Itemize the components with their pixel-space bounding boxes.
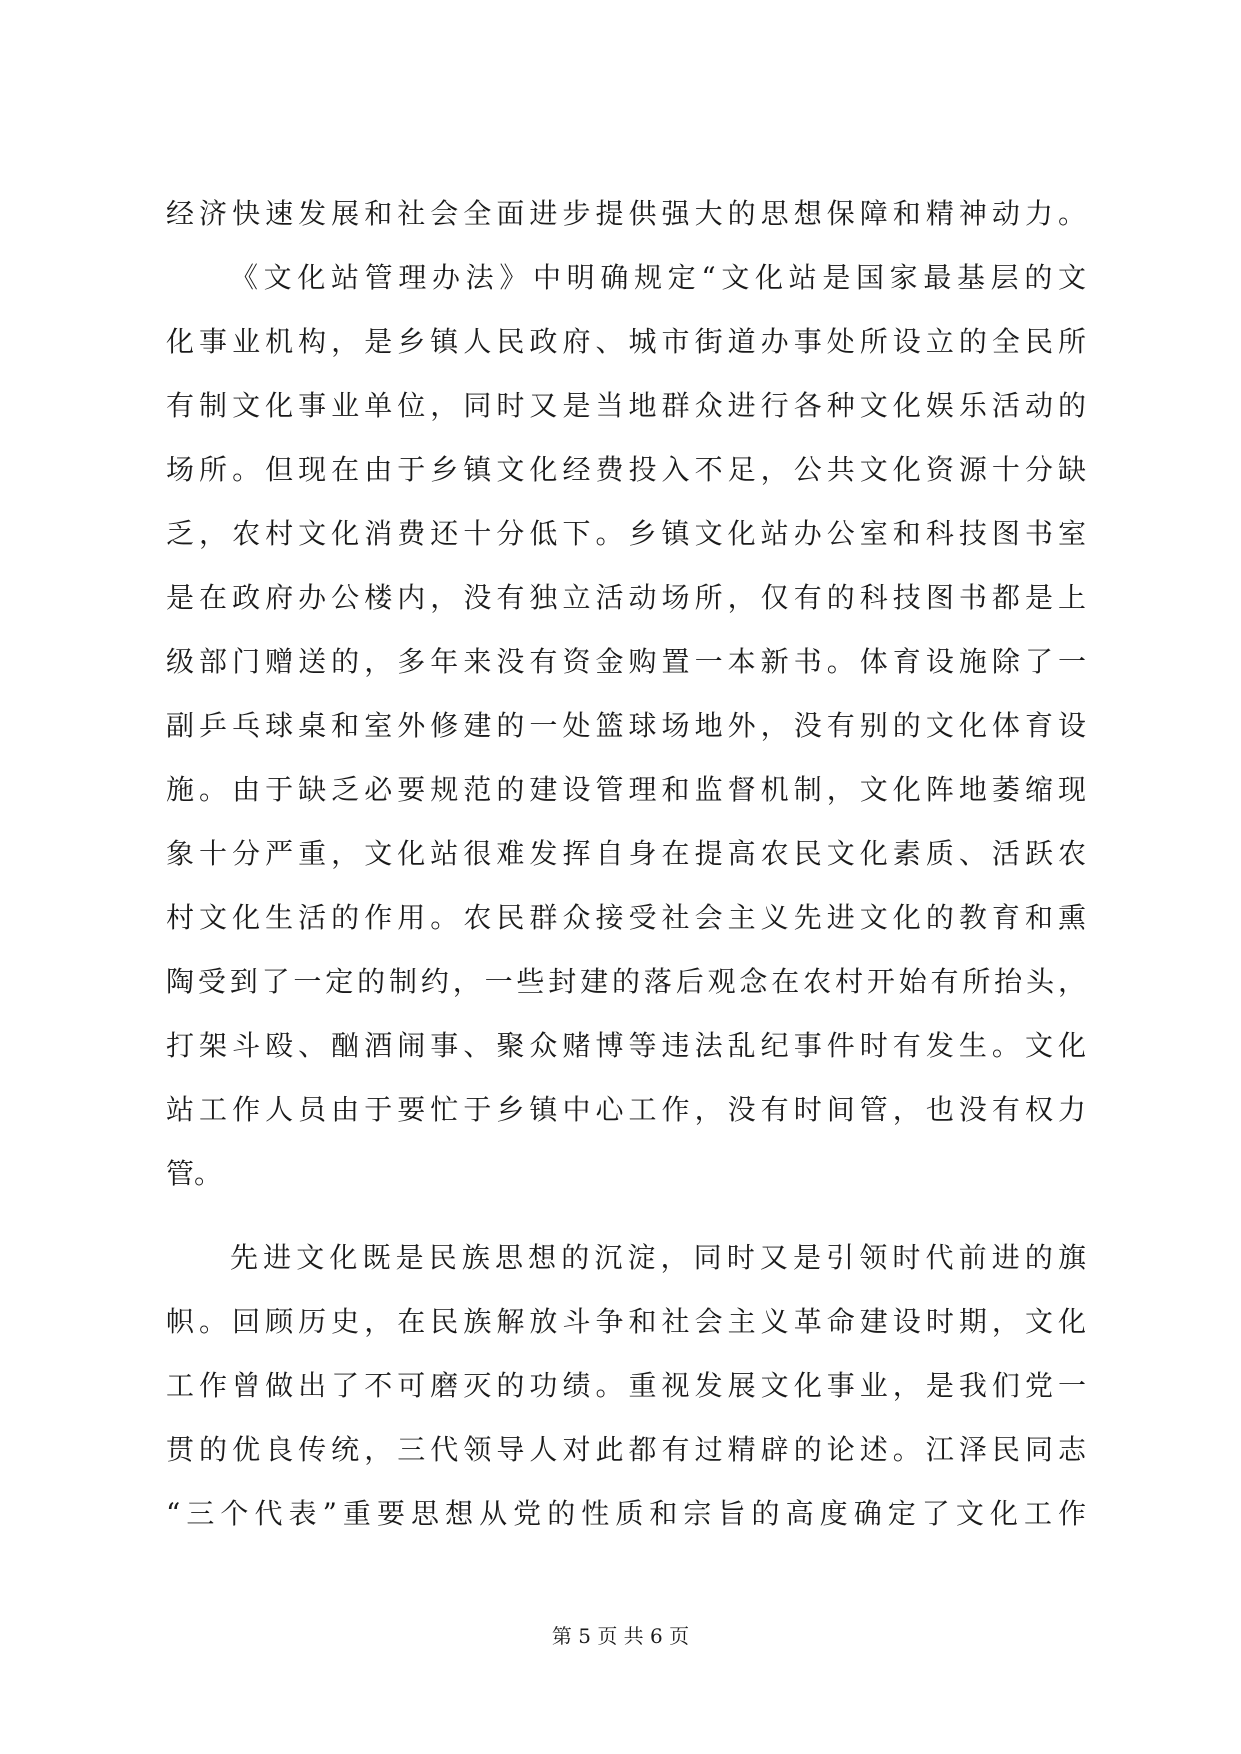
document-body bbox=[166, 182, 1086, 1546]
text-line: 经济快速发展和社会全面进步提供强大的思想保障和精神动力。 bbox=[166, 197, 1086, 230]
text-line: 工作曾做出了不可磨灭的功绩。重视发展文化事业，是我们党一 bbox=[166, 1369, 1086, 1402]
text-line: 有制文化事业单位，同时又是当地群众进行各种文化娱乐活动的 bbox=[166, 389, 1086, 422]
text-line: 施。由于缺乏必要规范的建设管理和监督机制，文化阵地萎缩现 bbox=[166, 773, 1086, 806]
text-line: 级部门赠送的，多年来没有资金购置一本新书。体育设施除了一 bbox=[166, 645, 1086, 678]
text-line: “三个代表”重要思想从党的性质和宗旨的高度确定了文化工作 bbox=[166, 1497, 1086, 1530]
text-line: 站工作人员由于要忙于乡镇中心工作，没有时间管，也没有权力 bbox=[166, 1093, 1086, 1126]
text-line: 象十分严重，文化站很难发挥自身在提高农民文化素质、活跃农 bbox=[166, 837, 1086, 870]
text-line: 场所。但现在由于乡镇文化经费投入不足，公共文化资源十分缺 bbox=[166, 453, 1086, 486]
text-line: 打架斗殴、酗酒闹事、聚众赌博等违法乱纪事件时有发生。文化 bbox=[166, 1029, 1086, 1062]
text-line: 乏，农村文化消费还十分低下。乡镇文化站办公室和科技图书室 bbox=[166, 517, 1086, 550]
text-line: 化事业机构，是乡镇人民政府、城市街道办事处所设立的全民所 bbox=[166, 325, 1086, 358]
text-line: 副乒乓球桌和室外修建的一处篮球场地外，没有别的文化体育设 bbox=[166, 709, 1086, 742]
paragraph-last-line: 管。 bbox=[166, 1157, 223, 1190]
text-line: 陶受到了一定的制约，一些封建的落后观念在农村开始有所抬头， bbox=[166, 965, 1086, 998]
text-line: 是在政府办公楼内，没有独立活动场所，仅有的科技图书都是上 bbox=[166, 581, 1086, 614]
text-line: 村文化生活的作用。农民群众接受社会主义先进文化的教育和熏 bbox=[166, 901, 1086, 934]
paragraph-first-line: 《文化站管理办法》中明确规定“文化站是国家最基层的文 bbox=[230, 261, 1086, 294]
page-number-footer: 第 5 页 共 6 页 bbox=[551, 1624, 690, 1648]
text-line: 帜。回顾历史，在民族解放斗争和社会主义革命建设时期，文化 bbox=[166, 1305, 1086, 1338]
text-line: 贯的优良传统，三代领导人对此都有过精辟的论述。江泽民同志 bbox=[166, 1433, 1086, 1466]
paragraph-first-line: 先进文化既是民族思想的沉淀，同时又是引领时代前进的旗 bbox=[230, 1241, 1086, 1274]
